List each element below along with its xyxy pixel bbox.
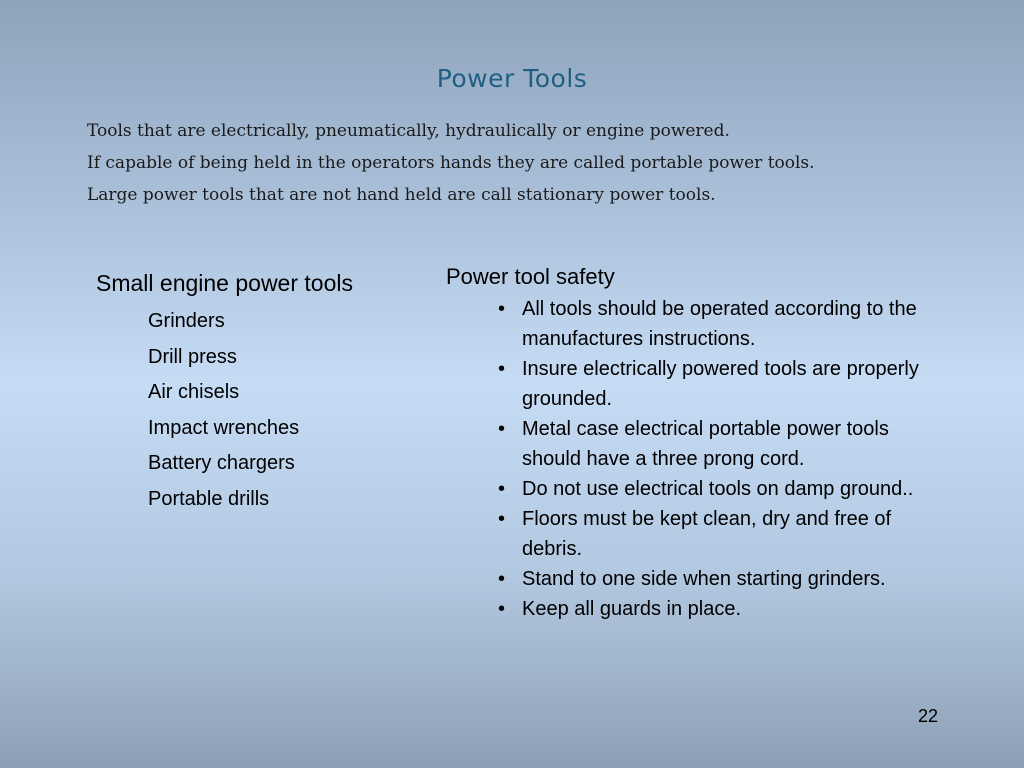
safety-bullet-text: Keep all guards in place. <box>522 598 742 620</box>
small-engine-tools-list <box>96 306 416 519</box>
page-number: 22 <box>917 706 938 726</box>
tool-safety-list <box>446 294 936 624</box>
safety-bullet-text: Insure electrically powered tools are properly grounded. <box>522 358 919 410</box>
bullet-icon: • <box>498 298 506 320</box>
small-engine-tools-heading: Small engine power tools <box>96 270 353 296</box>
list-item: Drill press <box>148 345 237 368</box>
small-engine-tools-section <box>96 268 416 519</box>
safety-bullet-text: Metal case electrical portable power tools should have a three prong cord. <box>522 418 889 470</box>
bullet-icon: • <box>498 568 506 590</box>
list-item: Impact wrenches <box>148 416 300 439</box>
safety-bullet-item <box>446 354 922 414</box>
list-item: Air chisels <box>148 381 240 403</box>
slide-title: Power Tools <box>436 64 588 93</box>
safety-bullet-item <box>446 474 922 504</box>
tool-safety-heading: Power tool safety <box>446 264 615 289</box>
bullet-icon: • <box>498 358 506 380</box>
list-item: Grinders <box>148 310 225 332</box>
safety-bullet-text: Do not use electrical tools on damp ground.. <box>522 478 914 500</box>
intro-line: If capable of being held in the operators hands they are called portable power tools. <box>87 153 815 173</box>
safety-bullet-text: Floors must be kept clean, dry and free of debris. <box>522 508 892 560</box>
safety-bullet-item <box>446 294 922 354</box>
bullet-icon: • <box>498 418 506 440</box>
list-item: Portable drills <box>148 487 270 510</box>
intro-line: Tools that are electrically, pneumatically, hydraulically or engine powered. <box>87 121 730 141</box>
intro-text-block <box>87 116 967 212</box>
safety-bullet-item <box>446 594 922 624</box>
bullet-icon: • <box>498 478 506 500</box>
safety-bullet-item <box>446 564 922 594</box>
safety-bullet-item <box>446 414 922 474</box>
safety-bullet-item <box>446 504 922 564</box>
safety-bullet-text: All tools should be operated according to the manufactures instructions. <box>522 298 917 350</box>
safety-bullet-text: Stand to one side when starting grinders. <box>522 568 886 590</box>
bullet-icon: • <box>498 598 506 620</box>
tool-safety-section <box>446 262 936 624</box>
list-item: Battery chargers <box>148 452 295 474</box>
intro-line: Large power tools that are not hand held are call stationary power tools. <box>87 185 716 205</box>
bullet-icon: • <box>498 508 506 530</box>
